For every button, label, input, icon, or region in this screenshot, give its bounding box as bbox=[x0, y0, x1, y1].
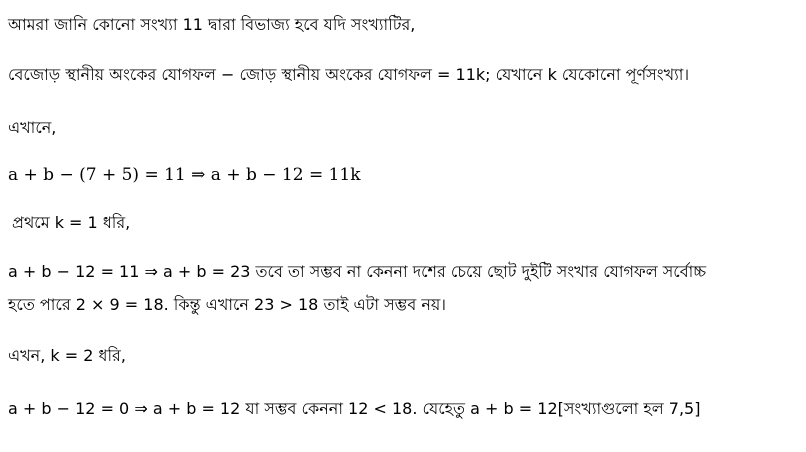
case-one-line-two: হতে পারে 2 × 9 = 18. কিন্তু এখানে 23 > 18 তাই এটা সম্ভব নয়। bbox=[8, 295, 447, 314]
first-k-assumption: প্রথমে k = 1 ধরি, bbox=[12, 213, 131, 232]
case-one-line-one: a + b − 12 = 11 ⇒ a + b = 23 তবে তা সম্ভব না কেননা দশের চেয়ে ছোট দুইটি সংখার যোগফল সর্বোচ্চ bbox=[8, 262, 707, 281]
second-k-assumption: এখন, k = 2 ধরি, bbox=[8, 346, 126, 365]
divisibility-rule-text: বেজোড় স্থানীয় অংকের যোগফল − জোড় স্থানীয় অংকের যোগফল = 11k; যেখানে k যেকোনো পূর্ণসংখ্যা। bbox=[8, 65, 690, 84]
intro-text: আমরা জানি কোনো সংখ্যা 11 দ্বারা বিভাজ্য হবে যদি সংখ্যাটির, bbox=[8, 15, 416, 34]
main-equation: a + b − (7 + 5) = 11 ⇒ a + b − 12 = 11k bbox=[8, 165, 361, 185]
here-label: এখানে, bbox=[8, 118, 57, 137]
case-two-line: a + b − 12 = 0 ⇒ a + b = 12 যা সম্ভব কেননা 12 < 18. যেহেতু a + b = 12[সংখ্যাগুলো হল 7,5] bbox=[8, 399, 701, 418]
